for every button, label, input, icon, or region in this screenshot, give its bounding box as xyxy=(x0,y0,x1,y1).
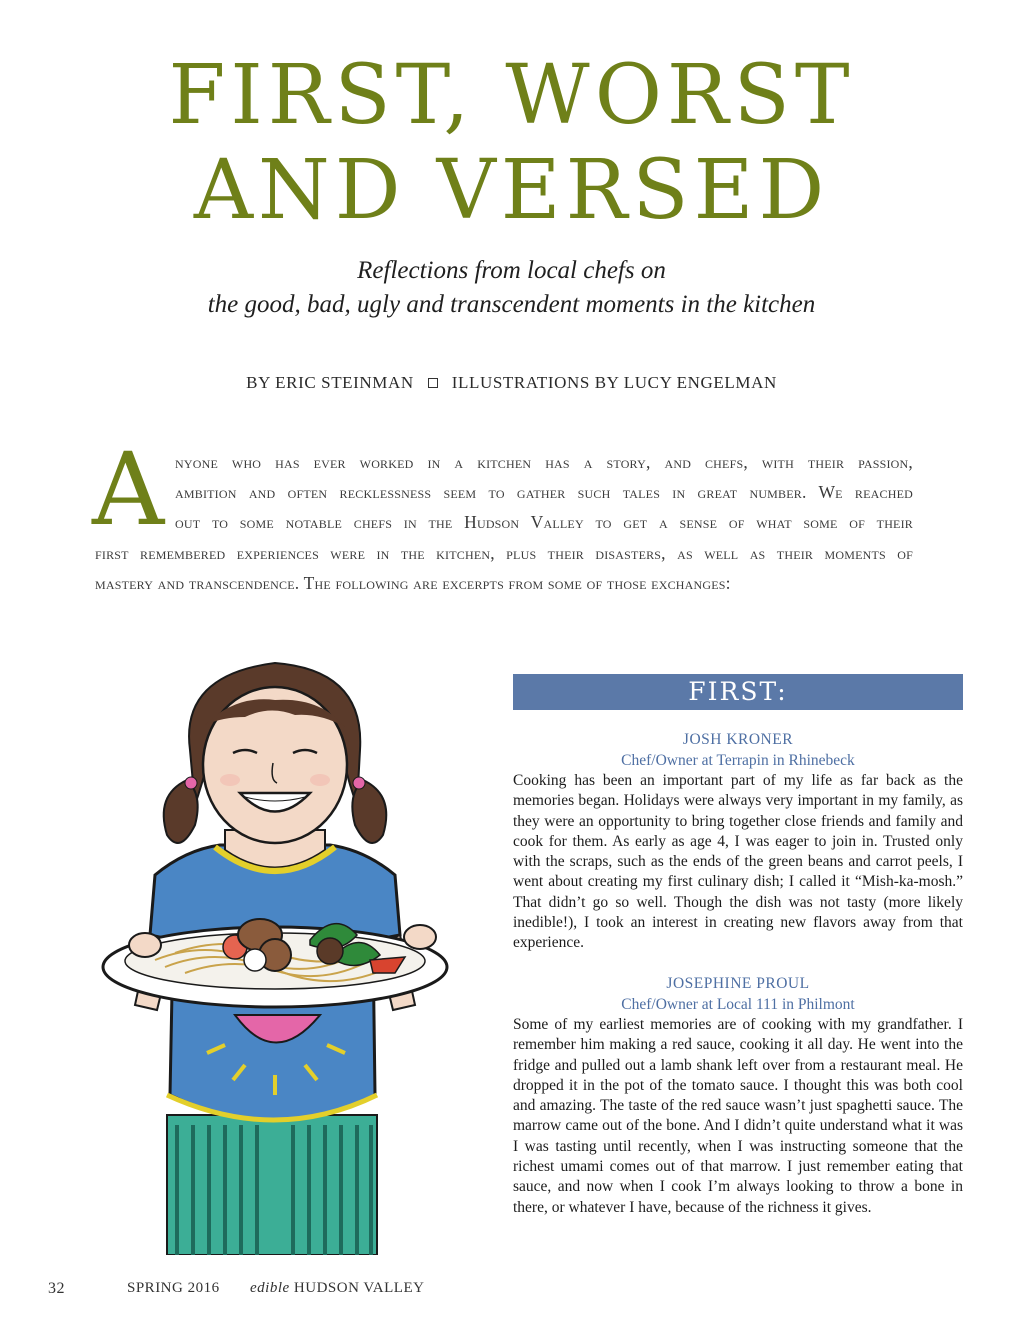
article-title-line-2: AND VERSED xyxy=(193,143,830,238)
illustrator-credit: ILLUSTRATIONS BY LUCY ENGELMAN xyxy=(451,373,777,392)
magazine-title: HUDSON VALLEY xyxy=(293,1280,425,1296)
intro-line: mastery and transcendence. The following are excerpts from some of those exchanges: xyxy=(95,573,731,593)
girl-holding-pasta-plate-illustration xyxy=(95,655,465,1255)
intro-line: out to some notable chefs in the Hudson Valley to get a sense of what some of their xyxy=(175,512,913,532)
byline xyxy=(0,373,1023,393)
intro-line: ambition and often recklessness seem to gather such tales in great number. We reached xyxy=(175,482,913,502)
separator-square-icon xyxy=(428,378,438,388)
chef-role: Chef/Owner at Local 111 in Philmont xyxy=(621,996,855,1013)
intro-line: first remembered experiences were in the kitchen, plus their disasters, as well as their moments of xyxy=(95,543,913,563)
drop-cap: A xyxy=(92,431,165,548)
author-credit: BY ERIC STEINMAN xyxy=(246,373,414,392)
subtitle-line-1: Reflections from local chefs on xyxy=(357,257,666,284)
issue-date: SPRING 2016 xyxy=(127,1280,220,1296)
magazine-name xyxy=(250,1280,424,1297)
magazine-prefix: edible xyxy=(250,1280,290,1296)
subtitle-line-2: the good, bad, ugly and transcendent moments in the kitchen xyxy=(207,291,816,318)
chef-quote: Some of my earliest memories are of cooking with my grandfather. I remember him making a red sauce, cooking it all day. He went into the fridge and pulled out a lamb shank left over from a restaurant meal. He dropped it in the pot of the tomato sauce. I thought this was both cool and amazing. The taste of the red sauce wasn’t just spaghetti sauce. The marrow came out of the bone. And I didn’t quite understand what it was I was tasting until recently, when I was instructing someone that the richest umami comes out of that marrow. I just remember eating that sauce, and now when I cook I’m always looking to throw a bone in there, or whatever I have, because of the richness it gives. xyxy=(513,1016,963,1216)
section-heading-first: FIRST: xyxy=(513,674,963,710)
article-title-line-1: FIRST, WORST xyxy=(168,48,855,143)
chef-name: JOSEPHINE PROUL xyxy=(666,975,810,992)
chef-quote: Cooking has been an important part of my life as far back as the memories began. Holidays were always very important in my family, as they were an opportunity to bring together close friends and family and cook for them. As early as age 4, I was eager to join in. Trusted only with the scraps, such as the ends of the green beans and carrot peels, I went about creating my first culinary dish; I called it “Mish-ka-mosh.” That didn’t go so well. Though the dish was not tasty (more likely inedible!), I took an interest in creating new flavors away from that experience. xyxy=(513,772,963,952)
chef-role: Chef/Owner at Terrapin in Rhinebeck xyxy=(621,752,855,769)
page-number: 32 xyxy=(48,1280,65,1297)
chef-name: JOSH KRONER xyxy=(682,731,794,748)
intro-line: nyone who has ever worked in a kitchen has a story, and chefs, with their passion, xyxy=(175,452,913,472)
